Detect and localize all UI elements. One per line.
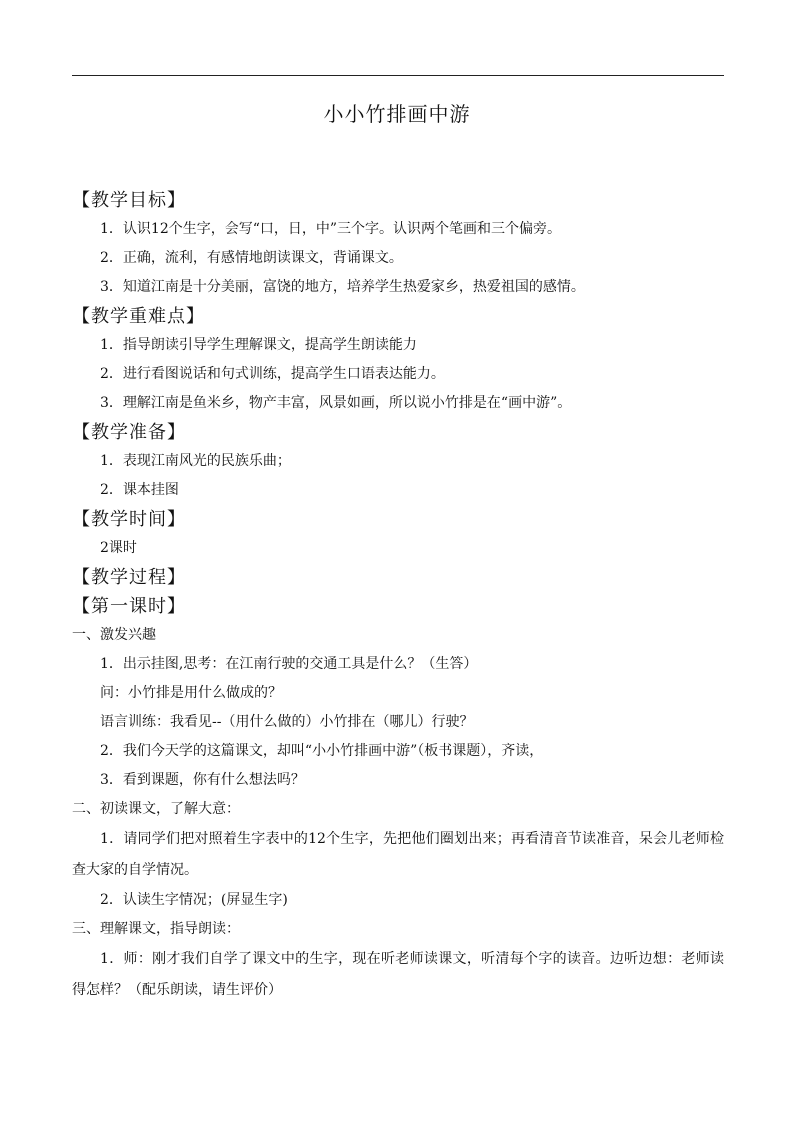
goal-item: 3．知道江南是十分美丽，富饶的地方，培养学生热爱家乡，热爱祖国的感情。 xyxy=(100,279,585,295)
part1-line: 问：小竹排是用什么做成的？ xyxy=(100,685,282,701)
part3-paragraph: 1．师：刚才我们自学了课文中的生字，现在听老师读课文，听清每个字的读音。边听边想：老师读得怎样？（配乐朗读，请生评价） xyxy=(72,951,724,998)
goal-item: 1．认识12个生字，会写“口，日，中”三个字。认识两个笔画和三个偏旁。 xyxy=(100,221,562,237)
header-rule xyxy=(72,75,724,76)
part1-line: 语言训练：我看见--（用什么做的）小竹排在（哪儿）行驶？ xyxy=(100,714,474,730)
page-title: 小小竹排画中游 xyxy=(323,102,471,126)
section-heading-goals: 【教学目标】 xyxy=(72,190,186,211)
goal-item: 2．正确，流利，有感情地朗读课文，背诵课文。 xyxy=(100,250,403,266)
part1-line: 1．出示挂图,思考：在江南行驶的交通工具是什么？（生答） xyxy=(100,656,478,672)
section-heading-key-points: 【教学重难点】 xyxy=(72,306,205,327)
section-heading-process: 【教学过程】 xyxy=(72,567,186,588)
part2-line: 2．认读生字情况；(屏显生字) xyxy=(100,892,288,908)
part-title-3: 三、理解课文，指导朗读： xyxy=(72,921,240,937)
part-title-2: 二、初读课文，了解大意： xyxy=(72,801,240,817)
section-heading-preparation: 【教学准备】 xyxy=(72,422,186,443)
section-heading-first-lesson: 【第一课时】 xyxy=(72,596,186,617)
key-point-item: 3．理解江南是鱼米乡，物产丰富，风景如画，所以说小竹排是在“画中游”。 xyxy=(100,395,572,411)
document-body xyxy=(72,186,724,1006)
key-point-item: 2．进行看图说话和句式训练，提高学生口语表达能力。 xyxy=(100,366,445,382)
key-point-item: 1．指导朗读引导学生理解课文，提高学生朗读能力 xyxy=(100,337,417,353)
part2-paragraph: 1．请同学们把对照着生字表中的12个生字，先把他们圈划出来；再看清音节读准音，呆会儿老师检查大家的自学情况。 xyxy=(72,831,724,878)
preparation-item: 2．课本挂图 xyxy=(100,482,179,498)
preparation-item: 1．表现江南风光的民族乐曲； xyxy=(100,453,291,469)
part1-line: 2．我们今天学的这篇课文，却叫“小小竹排画中游”（板书课题），齐读， xyxy=(100,743,544,759)
time-value: 2课时 xyxy=(100,540,137,556)
part1-line: 3．看到课题，你有什么想法吗？ xyxy=(100,772,305,788)
part-title-1: 一、激发兴趣 xyxy=(72,627,156,643)
section-heading-time: 【教学时间】 xyxy=(72,509,186,530)
